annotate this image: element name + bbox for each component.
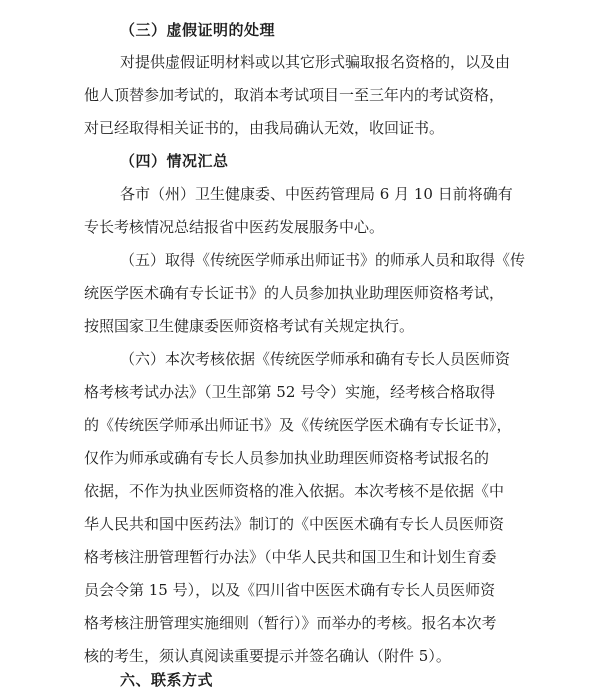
paragraph-line: （六）本次考核依据《传统医学师承和确有专长人员医师资 — [120, 350, 511, 368]
paragraph-line: 华人民共和国中医药法》制订的《中医医术确有专长人员医师资 — [84, 515, 505, 533]
heading-fake-proof: （三）虚假证明的处理 — [120, 21, 276, 39]
paragraph-line: 依据，不作为执业医师资格的准入依据。本次考核不是依据《中 — [84, 482, 505, 500]
paragraph-line: 格考核注册管理实施细则（暂行）》而举办的考核。报名本次考 — [84, 614, 497, 632]
paragraph-line: 对提供虚假证明材料或以其它形式骗取报名资格的，以及由 — [120, 53, 511, 71]
paragraph-line: 格考核注册管理暂行办法》（中华人民共和国卫生和计划生育委 — [84, 548, 497, 566]
paragraph-line: 的《传统医学师承出师证书》及《传统医学医术确有专长证书》， — [84, 416, 512, 434]
heading-summary: （四）情况汇总 — [120, 152, 229, 170]
paragraph-line: 核的考生，须认真阅读重要提示并签名确认（附件 5）。 — [84, 647, 451, 665]
paragraph-line: 他人顶替参加考试的，取消本考试项目一至三年内的考试资格， — [84, 86, 505, 104]
paragraph-line: 按照国家卫生健康委医师资格考试有关规定执行。 — [84, 317, 415, 335]
paragraph-line: 对已经取得相关证书的，由我局确认无效，收回证书。 — [84, 119, 445, 137]
paragraph-line: 格考核考试办法》（卫生部第 52 号令）实施，经考核合格取得 — [84, 383, 496, 401]
paragraph-line: 统医学医术确有专长证书》的人员参加执业助理医师资格考试， — [84, 284, 505, 302]
paragraph-line: 专长考核情况总结报省中医药发展服务中心。 — [84, 218, 385, 236]
paragraph-line: 各市（州）卫生健康委、中医药管理局 6 月 10 日前将确有 — [120, 185, 513, 203]
paragraph-line: 仅作为师承或确有专长人员参加执业助理医师资格考试报名的 — [84, 449, 490, 467]
paragraph-line: 员会令第 15 号），以及《四川省中医医术确有专长人员医师资 — [84, 581, 496, 599]
paragraph-line: （五）取得《传统医学师承出师证书》的师承人员和取得《传 — [120, 251, 526, 269]
heading-contact: 六、联系方式 — [120, 671, 214, 689]
